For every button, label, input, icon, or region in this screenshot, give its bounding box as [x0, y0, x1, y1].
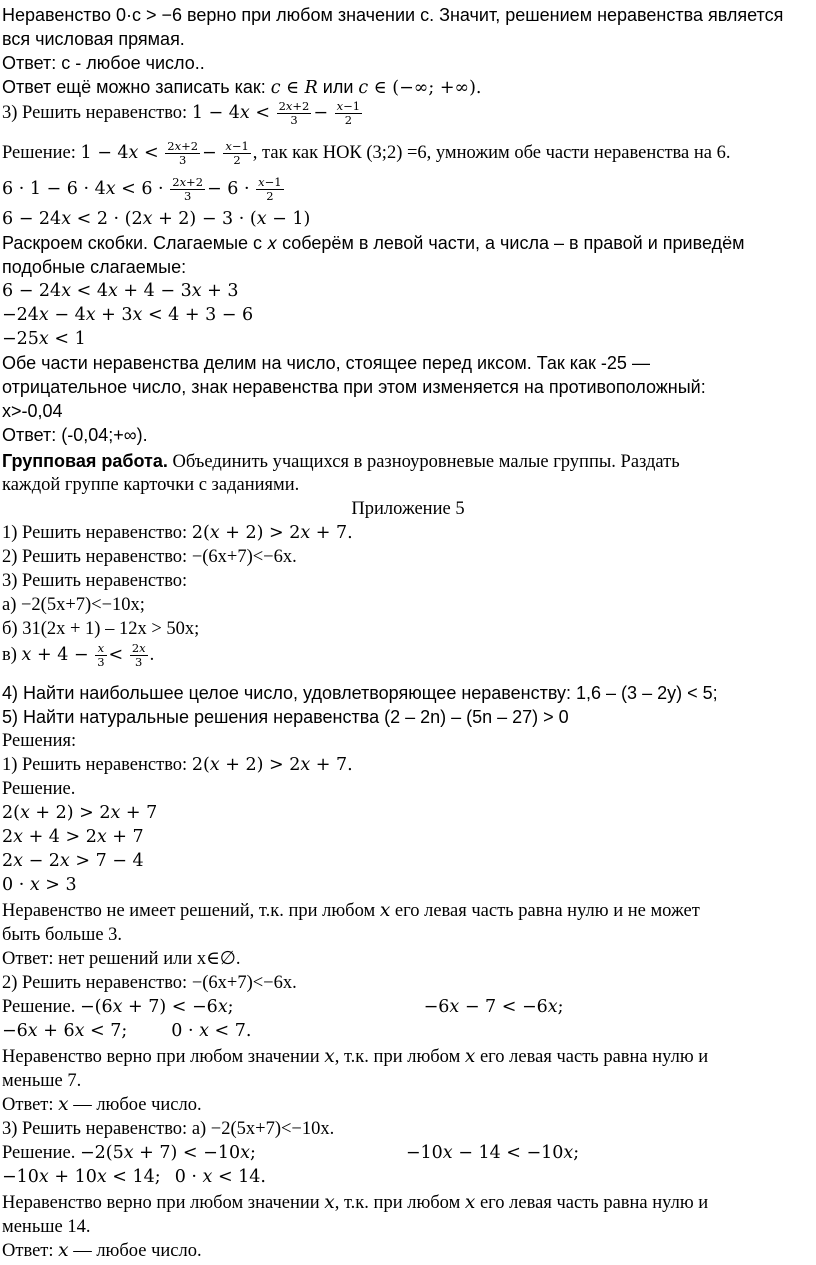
- text-line: 3) Решить неравенство:: [2, 571, 188, 591]
- text: .: [149, 644, 155, 665]
- text-line: 5) Найти натуральные решения неравенства (2 – 2n) – (5n – 27) > 0: [2, 707, 569, 727]
- math-expression: 6 · 1 − 6 · 4𝑥 < 6 ·: [2, 178, 164, 199]
- section-heading: Групповая работа.: [2, 451, 168, 471]
- text-line: [2, 522, 353, 545]
- text-line: б) 31(2x + 1) – 12x > 50x;: [2, 619, 200, 639]
- text-line: 2) Решить неравенство: −(6x+7)<−6x.: [2, 547, 297, 567]
- math-expression: 𝑐 ∈ 𝑅: [270, 78, 318, 98]
- text-line: 2) Решить неравенство: −(6x+7)<−6x.: [2, 973, 297, 993]
- text: Решение.: [2, 1143, 80, 1163]
- math-expression: 𝑐 ∈ (−∞; +∞).: [358, 78, 482, 98]
- text-line: Ответ: 𝑥 — любое число.: [2, 1095, 202, 1115]
- text-line: [2, 642, 154, 669]
- text-line: Решение.: [2, 779, 76, 799]
- text-line: [2, 100, 364, 127]
- math-expression: − 6 ·: [207, 178, 250, 199]
- text-line: 4) Найти наибольшее целое число, удовлетворяющее неравенству: 1,6 – (3 – 2y) < 5;: [2, 683, 718, 703]
- math-line: 2𝑥 + 4 > 2𝑥 + 7: [2, 827, 144, 847]
- fraction: $\frac{\text{𝑥}}{3}$: [97, 641, 105, 669]
- text-line: 3) Решить неравенство: а) −2(5x+7)<−10x.: [2, 1119, 335, 1139]
- text-line: меньше 7.: [2, 1071, 82, 1091]
- math-line: 2(𝑥 + 2) > 2𝑥 + 7: [2, 803, 158, 823]
- math-expression: 1 − 4𝑥 <: [191, 102, 270, 123]
- text-line: Неравенство верно при любом значении 𝑥, т.к. при любом 𝑥 его левая часть равна нулю и: [2, 1047, 709, 1067]
- math-expression: <: [108, 644, 124, 665]
- math-expression: −10𝑥 + 10𝑥 < 14;: [2, 1167, 161, 1187]
- math-expression: −2(5𝑥 + 7) < −10𝑥;: [79, 1143, 256, 1163]
- math-expression: −6𝑥 + 6𝑥 < 7;: [2, 1021, 128, 1041]
- text-line: [2, 996, 564, 1019]
- text: Решение:: [2, 142, 81, 163]
- fraction: $\frac{\text{2𝑥+2}}{3}$: [172, 175, 204, 203]
- text-line: [2, 176, 286, 203]
- math-expression: −6𝑥 − 7 < −6𝑥;: [423, 997, 564, 1017]
- text-line: [2, 140, 730, 167]
- math-expression: −: [313, 102, 329, 123]
- math-expression: 0 · 𝑥 < 7.: [171, 1021, 252, 1041]
- fraction: $\frac{\text{2𝑥+2}}{3}$: [167, 139, 199, 167]
- text-line: Ответ: 𝑥 — любое число.: [2, 1241, 202, 1261]
- math-line: 6 − 24𝑥 < 2 · (2𝑥 + 2) − 3 · (𝑥 − 1): [2, 209, 311, 229]
- text-line: Ответ: с - любое число..: [2, 53, 205, 73]
- text-line: Раскроем скобки. Слагаемые с 𝑥 соберём в левой части, а числа – в правой и приведём: [2, 233, 745, 253]
- math-expression: 2(𝑥 + 2) > 2𝑥 + 7.: [191, 523, 353, 543]
- text-line: вся числовая прямая.: [2, 29, 185, 49]
- math-expression: 𝑥 + 4 −: [21, 644, 89, 665]
- text-line: Неравенство верно при любом значении 𝑥, т.к. при любом 𝑥 его левая часть равна нулю и: [2, 1193, 709, 1213]
- text-line: Обе части неравенства делим на число, стоящее перед иксом. Так как -25 —: [2, 353, 650, 373]
- text-line: отрицательное число, знак неравенства при этом изменяется на противоположный:: [2, 377, 706, 397]
- text-line: [2, 1166, 266, 1189]
- fraction: $\frac{\text{𝑥−1}}{2}$: [336, 99, 361, 127]
- text: или: [317, 77, 359, 97]
- math-expression: −10𝑥 − 14 < −10𝑥;: [405, 1143, 580, 1163]
- text-line: а) −2(5x+7)<−10x;: [2, 595, 145, 615]
- text-line: Неравенство не имеет решений, т.к. при любом 𝑥 его левая часть равна нулю и не может: [2, 901, 700, 921]
- math-expression: 1 − 4𝑥 <: [80, 142, 159, 163]
- math-line: −24𝑥 − 4𝑥 + 3𝑥 < 4 + 3 − 6: [2, 305, 254, 325]
- text: 1) Решить неравенство:: [2, 523, 192, 543]
- fraction: $\frac{\text{2𝑥+2}}{3}$: [278, 99, 310, 127]
- fraction: $\frac{\text{𝑥−1}}{2}$: [258, 175, 282, 203]
- fraction: $\frac{\text{2𝑥}}{3}$: [131, 641, 146, 669]
- text-line: каждой группе карточки с заданиями.: [2, 475, 300, 495]
- fraction: $\frac{\text{𝑥−1}}{2}$: [225, 139, 249, 167]
- text: 1) Решить неравенство:: [2, 755, 192, 775]
- math-expression: −(6𝑥 + 7) < −6𝑥;: [79, 997, 234, 1017]
- text-line: Решения:: [2, 731, 77, 751]
- math-expression: 2(𝑥 + 2) > 2𝑥 + 7.: [191, 755, 353, 775]
- appendix-title: Приложение 5: [351, 499, 465, 519]
- text: Ответ ещё можно записать как:: [2, 77, 271, 97]
- text-line: [2, 754, 353, 777]
- math-line: 2𝑥 − 2𝑥 > 7 − 4: [2, 851, 144, 871]
- text-line: меньше 14.: [2, 1217, 91, 1237]
- text-line: Ответ: нет решений или x∈∅.: [2, 949, 241, 969]
- math-expression: 0 · 𝑥 < 14.: [174, 1167, 266, 1187]
- text-line: [2, 1142, 579, 1165]
- math-line: −25𝑥 < 1: [2, 329, 86, 349]
- text: , так как НОК (3;2) =6, умножим обе части неравенства на 6.: [252, 142, 731, 163]
- text-line: [2, 1020, 251, 1043]
- text-line: подобные слагаемые:: [2, 257, 187, 277]
- text: Решение.: [2, 997, 80, 1017]
- text-line: Неравенство 0·с > −6 верно при любом значении с. Значит, решением неравенства является: [2, 5, 784, 25]
- text-line: х>-0,04: [2, 401, 63, 421]
- text: в): [2, 644, 22, 665]
- math-line: 0 · 𝑥 > 3: [2, 875, 77, 895]
- text: 3) Решить неравенство:: [2, 102, 192, 123]
- text-line: Ответ: (-0,04;+∞).: [2, 425, 148, 445]
- text-line: [2, 450, 680, 474]
- text: Объединить учащихся в разноуровневые малые группы. Раздать: [167, 452, 680, 472]
- math-expression: −: [202, 142, 217, 163]
- text-line: [2, 76, 481, 100]
- text-line: быть больше 3.: [2, 925, 123, 945]
- math-line: 6 − 24𝑥 < 4𝑥 + 4 − 3𝑥 + 3: [2, 281, 239, 301]
